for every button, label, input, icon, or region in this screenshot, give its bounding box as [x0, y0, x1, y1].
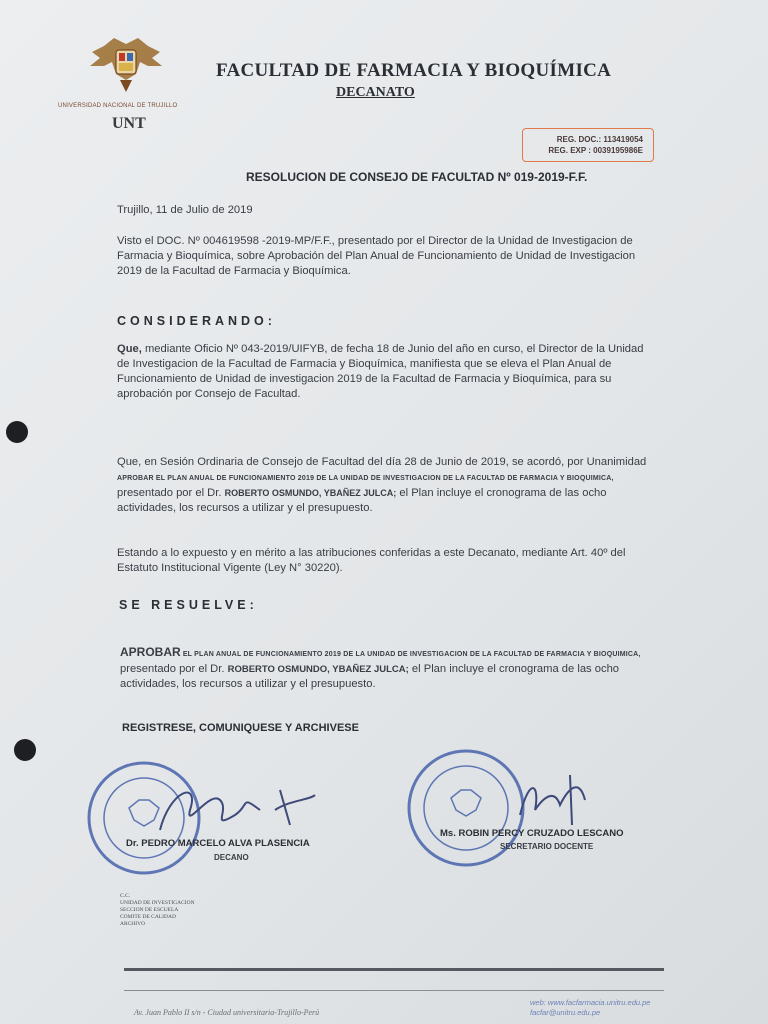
resolution-title: RESOLUCION DE CONSEJO DE FACULTAD Nº 019-2019-F.F.	[246, 170, 588, 184]
university-crest-logo	[86, 36, 166, 98]
dean-title: DECANO	[214, 853, 249, 862]
resuelve-caps: EL PLAN ANUAL DE FUNCIONAMIENTO 2019 DE LA UNIDAD DE INVESTIGACION DE LA FACULTAD DE FARMACIA Y BIOQUIMICA,	[180, 651, 641, 658]
reg-exp: REG. EXP : 0039195986E	[548, 146, 643, 155]
considerando-paragraph-1	[117, 342, 657, 402]
university-name-small: UNIVERSIDAD NACIONAL DE TRUJILLO	[58, 103, 178, 109]
considerando-2-caps: APROBAR EL PLAN ANUAL DE FUNCIONAMIENTO 2019 DE LA UNIDAD DE INVESTIGACION DE LA FACULTAD DE FARMACIA Y BIOQUIMICA,	[117, 475, 614, 482]
resuelve-name: ROBERTO OSMUNDO, YBAÑEZ JULCA;	[227, 664, 409, 675]
punch-hole-top	[6, 421, 28, 443]
considerando-1-lead: Que,	[117, 343, 142, 355]
considerando-2-name: ROBERTO OSMUNDO, YBAÑEZ JULCA;	[224, 488, 397, 498]
footer-web: web: www.facfarmacia.unitru.edu.pe	[530, 998, 651, 1007]
considerando-paragraph-2	[117, 455, 657, 516]
footer-contact	[530, 998, 650, 1018]
cc-line: SECCION DE ESCUELA	[120, 907, 179, 913]
faculty-title: FACULTAD DE FARMACIA Y BIOQUÍMICA	[216, 60, 612, 81]
considerando-paragraph-3: Estando a lo expuesto y en mérito a las atribuciones conferidas a este Decanato, mediante Art. 40º del Estatuto Institucional Vigente (Ley N° 30220).	[117, 547, 626, 574]
footer-address: Av. Juan Pablo II s/n - Ciudad universitaria-Trujillo-Perú	[134, 1008, 320, 1017]
cc-line: COMITE DE CALIDAD	[120, 914, 176, 920]
footer-divider-thin	[124, 990, 664, 991]
cc-line: ARCHIVO	[120, 921, 146, 927]
registry-box	[522, 128, 654, 162]
secretary-title: SECRETARIO DOCENTE	[500, 842, 594, 851]
considerando-heading: CONSIDERANDO:	[117, 314, 276, 328]
visto-paragraph: Visto el DOC. Nº 004619598 -2019-MP/F.F., presentado por el Director de la Unidad de Investigacion de Farmacia y Bioquímica, sobre Aprobación del Plan Anual de Funcionamiento de Unidad de Investigacion 2019 de la Facultad de Farmacia y Bioquímica.	[117, 235, 636, 277]
considerando-2-part3: el Plan incluye el cronograma de las ocho actividades, los recursos a utilizar y el presupuesto.	[117, 487, 607, 514]
resuelve-part1: presentado por el Dr.	[120, 663, 228, 675]
considerando-2-part1: Que, en Sesión Ordinaria de Consejo de Facultad del día 28 de Junio de 2019, se acordó, por Unanimidad	[117, 456, 647, 468]
closing-formula: REGISTRESE, COMUNIQUESE Y ARCHIVESE	[122, 722, 359, 734]
punch-hole-bottom	[14, 739, 36, 761]
cc-line: C.C.	[120, 893, 131, 899]
se-resuelve-heading: SE RESUELVE:	[119, 598, 258, 612]
footer-email: facfar@unitru.edu.pe	[530, 1008, 601, 1017]
resuelve-verb: APROBAR	[120, 645, 181, 659]
signature-secretary	[500, 765, 610, 835]
secretary-name: Ms. ROBIN PERCY CRUZADO LESCANO	[440, 828, 624, 839]
university-acronym: UNT	[112, 115, 146, 132]
reg-doc: REG. DOC.: 113419054	[556, 135, 643, 144]
footer-divider	[124, 968, 664, 971]
dean-name: Dr. PEDRO MARCELO ALVA PLASENCIA	[126, 838, 310, 849]
resuelve-part2: el Plan incluye el cronograma de las ocho actividades, los recursos a utilizar y el presupuesto.	[120, 663, 620, 690]
considerando-1-text: mediante Oficio Nº 043-2019/UIFYB, de fecha 18 de Junio del año en curso, el Director de la Unidad de Investigacion de la Facultad de Farmacia y Bioquímica, manifiesta que se eleva el Plan Anual de Funcionamiento de Unidad de investigacion 2019 de la Facultad de Farmacia y Bioquímica, para su aprobación por Consejo de Facultad.	[117, 343, 644, 400]
considerando-2-part2: presentado por el Dr.	[117, 487, 225, 499]
resuelve-paragraph	[120, 645, 660, 692]
date-line: Trujillo, 11 de Julio de 2019	[117, 204, 253, 216]
copy-list	[120, 893, 195, 928]
cc-line: UNIDAD DE INVESTIGACION	[120, 900, 195, 906]
office-subtitle: DECANATO	[336, 85, 415, 100]
